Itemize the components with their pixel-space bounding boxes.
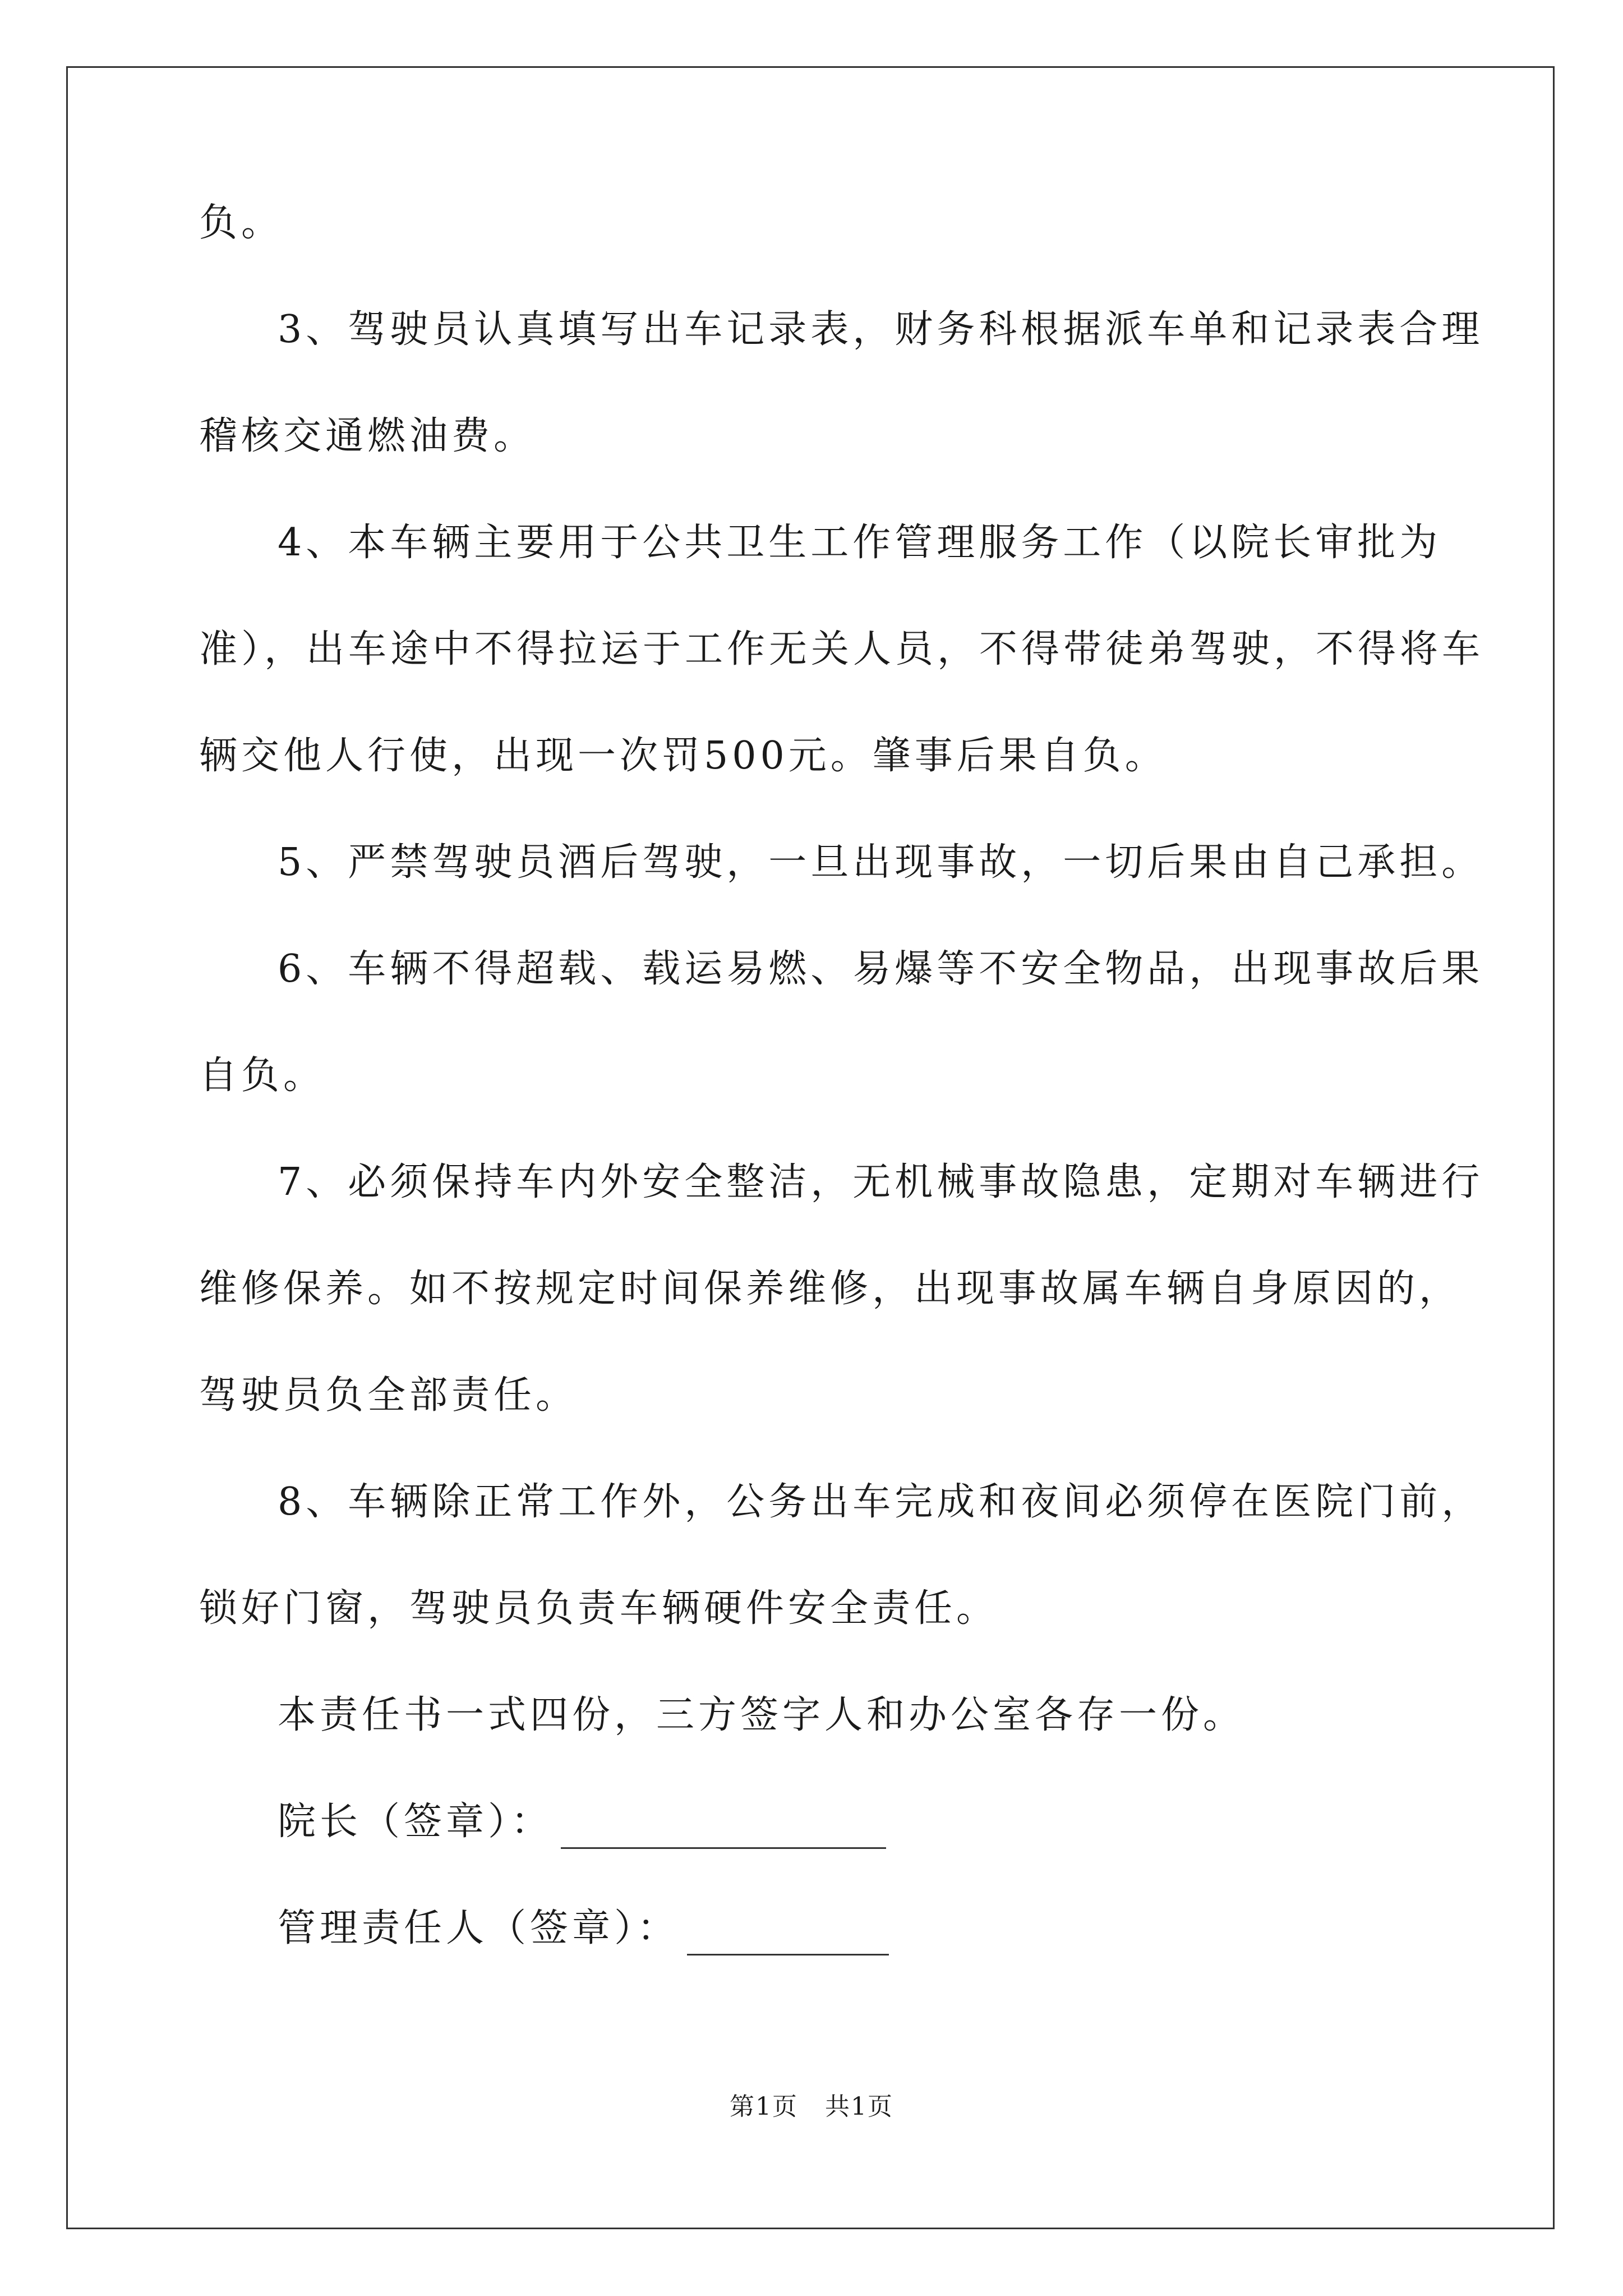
signature-director bbox=[278, 1795, 886, 1849]
signature-blank bbox=[687, 1917, 889, 1955]
text-line: 准），出车途中不得拉运于工作无关人员，不得带徒弟驾驶，不得将车 bbox=[199, 627, 1484, 671]
signature-manager bbox=[278, 1902, 889, 1955]
signature-label: 管理责任人（签章）： bbox=[278, 1906, 680, 1950]
text-line: 稽核交通燃油费。 bbox=[199, 414, 536, 458]
signature-blank bbox=[561, 1810, 886, 1849]
text-line: 锁好门窗，驾驶员负责车辆硬件安全责任。 bbox=[199, 1586, 999, 1631]
text-line: 辆交他人行使，出现一次罚500元。肇事后果自负。 bbox=[199, 734, 1167, 778]
text-line: 自负。 bbox=[199, 1053, 326, 1098]
text-line: 负。 bbox=[199, 201, 284, 245]
text-line: 7、必须保持车内外安全整洁，无机械事故隐患，定期对车辆进行 bbox=[278, 1160, 1484, 1204]
text-line: 6、车辆不得超载、载运易燃、易爆等不安全物品，出现事故后果 bbox=[278, 947, 1484, 991]
text-line: 维修保养。如不按规定时间保养维修，出现事故属车辆自身原因的， bbox=[199, 1267, 1461, 1311]
text-line: 驾驶员负全部责任。 bbox=[199, 1373, 578, 1418]
text-line: 5、严禁驾驶员酒后驾驶，一旦出现事故，一切后果由自己承担。 bbox=[278, 840, 1484, 885]
page-footer bbox=[0, 2090, 1623, 2124]
page-total: 共1页 bbox=[825, 2092, 893, 2121]
text-line: 4、本车辆主要用于公共卫生工作管理服务工作（以院长审批为 bbox=[278, 521, 1442, 565]
text-line: 3、驾驶员认真填写出车记录表，财务科根据派车单和记录表合理 bbox=[278, 307, 1484, 352]
text-line: 本责任书一式四份，三方签字人和办公室各存一份。 bbox=[278, 1693, 1246, 1737]
page-number: 第1页 bbox=[730, 2092, 798, 2121]
signature-label: 院长（签章）： bbox=[278, 1800, 554, 1844]
text-line: 8、车辆除正常工作外，公务出车完成和夜间必须停在医院门前， bbox=[278, 1480, 1484, 1524]
